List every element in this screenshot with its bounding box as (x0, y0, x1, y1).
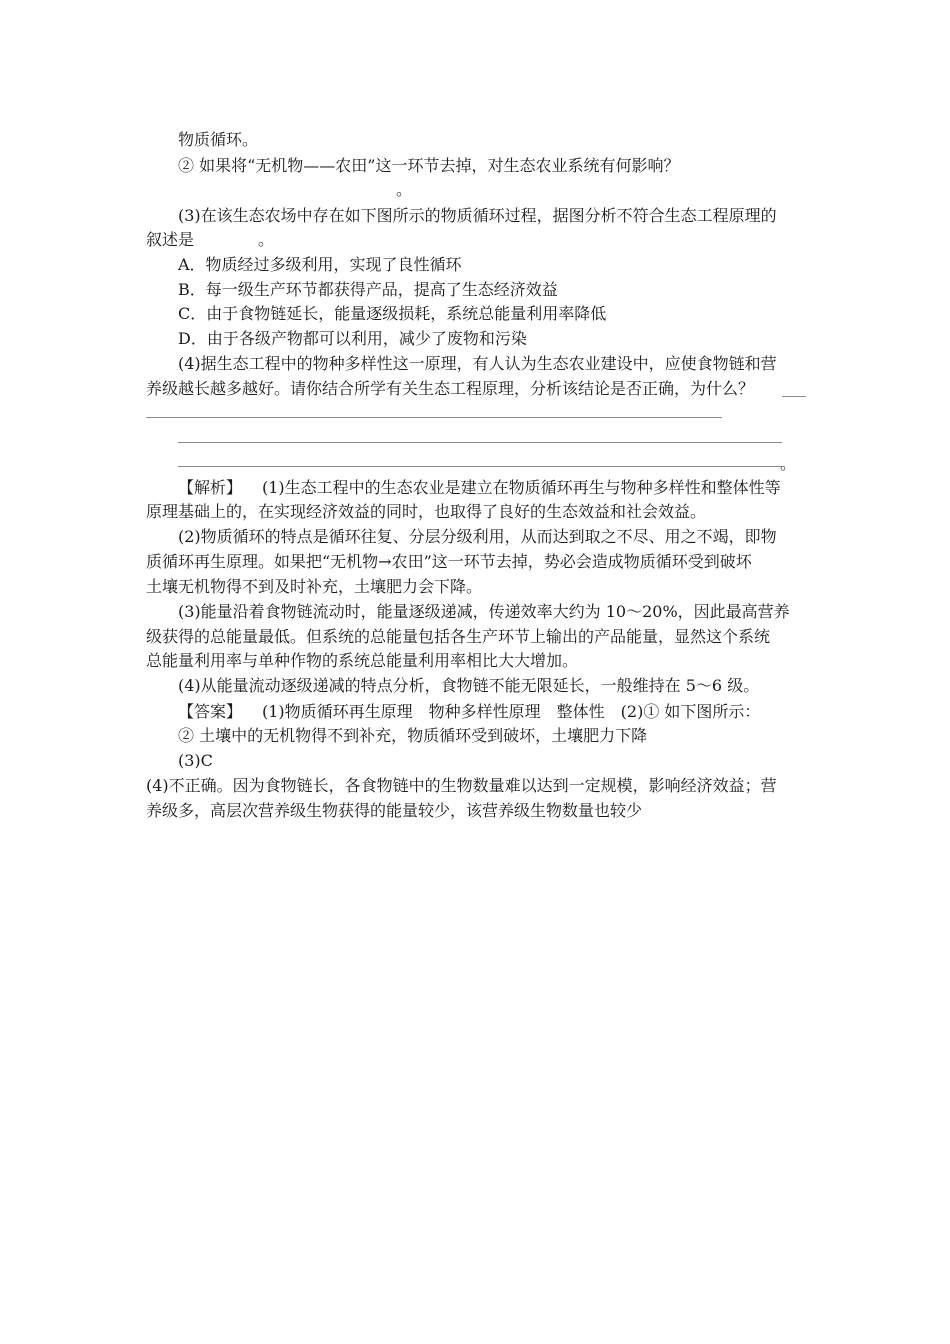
answer-part-1-2: (1)物质循环再生原理 物种多样性原理 整体性 (2)① 如下图所示： (262, 702, 761, 721)
answer-blank-end: 。 (780, 454, 797, 473)
question-4-stem-line-1: (4)据生态工程中的物种多样性这一原理，有人认为生态农业建设中，应使食物链和营 (178, 354, 777, 373)
answer-part-4-line-1: (4)不正确。因为食物链长，各食物链中的生物数量难以达到一定规模，影响经济效益；营 (146, 776, 777, 795)
analysis-paragraph-2-line-3: 土壤无机物得不到及时补充，土壤肥力会下降。 (146, 577, 483, 596)
answer-blank-line (146, 417, 722, 418)
question-continuation: 物质循环。 (178, 130, 259, 149)
option-b: B．每一级生产环节都获得产品，提高了生态经济效益 (178, 280, 558, 299)
analysis-paragraph-3-line-2: 级获得的总能量最低。但系统的总能量包括各生产环节上输出的产品能量，显然这个系统 (146, 627, 771, 646)
answer-part-2-2: ② 土壤中的无机物得不到补充，物质循环受到破坏，土壤肥力下降 (178, 726, 648, 745)
analysis-paragraph-2-line-1: (2)物质循环的特点是循环往复、分层分级利用，从而达到取之不尽、用之不竭，即物 (178, 527, 777, 546)
analysis-label: 【解析】 (178, 478, 243, 497)
analysis-paragraph-4: (4)从能量流动逐级递减的特点分析，食物链不能无限延长，一般维持在 5～6 级。 (178, 676, 760, 695)
answer-blank-line (178, 442, 782, 443)
analysis-paragraph-1-line-1: (1)生态工程中的生态农业是建立在物质循环再生与物种多样性和整体性等 (262, 478, 781, 497)
question-4-stem-line-2: 养级越长越多越好。请你结合所学有关生态工程原理，分析该结论是否正确，为什么？ (146, 379, 755, 398)
option-d: D．由于各级产物都可以利用，减少了废物和污染 (178, 329, 527, 348)
answer-label: 【答案】 (178, 702, 243, 721)
answer-blank-line (178, 466, 782, 467)
option-a: A．物质经过多级利用，实现了良性循环 (178, 255, 462, 274)
analysis-paragraph-1-line-2: 原理基础上的，在实现经济效益的同时，也取得了良好的生态效益和社会效益。 (146, 502, 707, 521)
question-3-stem-line-2: 叙述是 。 (146, 230, 275, 249)
analysis-paragraph-2-line-2: 质循环再生原理。如果把“无机物→农田”这一环节去掉，势必会造成物质循环受到破坏 (146, 552, 752, 571)
question-2-part-2: ② 如果将“无机物——农田”这一环节去掉，对生态农业系统有何影响？ (178, 156, 680, 175)
analysis-paragraph-3-line-3: 总能量利用率与单种作物的系统总能量利用率相比大大增加。 (146, 651, 579, 670)
answer-part-3: (3)C (178, 751, 213, 770)
question-2-part-2-end: 。 (396, 180, 413, 199)
answer-part-4-line-2: 养级多，高层次营养级生物获得的能量较少，该营养级生物数量也较少 (146, 801, 643, 820)
answer-blank-line (782, 396, 806, 397)
option-c: C．由于食物链延长，能量逐级损耗，系统总能量利用率降低 (178, 304, 607, 323)
analysis-paragraph-3-line-1: (3)能量沿着食物链流动时，能量逐级递减，传递效率大约为 10～20%，因此最高营养 (178, 602, 790, 621)
question-3-stem-line-1: (3)在该生态农场中存在如下图所示的物质循环过程，据图分析不符合生态工程原理的 (178, 206, 777, 225)
